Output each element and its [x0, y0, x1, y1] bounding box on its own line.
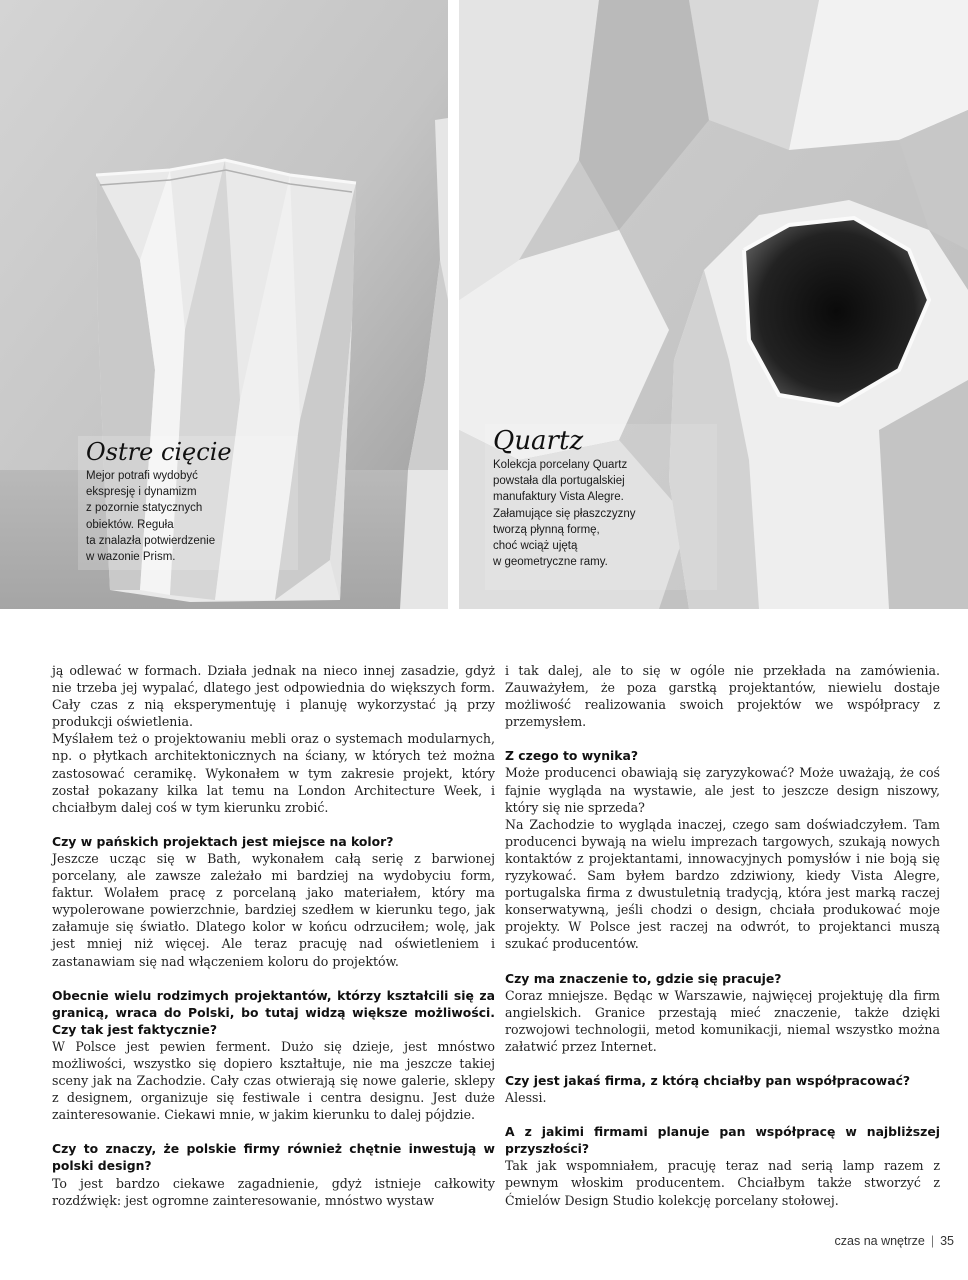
- interview-paragraph: Tak jak wspomniałem, pracuję teraz nad serią lamp razem z pewnym włoskim producentem. Chciałbym także stworzyć z Ćmielów Design Studio kolekcję porcelany stołowej.: [505, 1158, 940, 1208]
- article-column-left: [52, 662, 495, 1209]
- article-column-right: [505, 662, 940, 1209]
- interview-paragraph: Na Zachodzie to wygląda inaczej, czego sam doświadczyłem. Tam producenci bywają na wielu imprezach targowych, szukają nowych kontaktów z projektantami, innowacyjnych pomysłów i nie boją się ryzykować. Sam byłem bardzo zdziwiony, kiedy Vista Alegre, portugalska firma z dwustuletnią tradycją, która jest marką raczej konserwatywną, jeśli chodzi o design, chciała produkować moje projekty. W Polsce jest raczej na odwrót, to projektanci muszą szukać producentów.: [505, 816, 940, 952]
- caption-title: Quartz: [493, 426, 584, 456]
- interview-question: Czy to znaczy, że polskie firmy również chętnie inwestują w polski design?: [52, 1141, 495, 1174]
- caption-prism: [86, 439, 286, 565]
- interview-paragraph: Może producenci obawiają się zaryzykować? Może uważają, że coś fajnie wygląda na wystawie, ale jest to jeszcze design niszowy, który się nie sprzeda?: [505, 765, 940, 815]
- interview-paragraph: W Polsce jest pewien ferment. Dużo się dzieje, jest mnóstwo możliwości, wszystko się dopiero kształtuje, nie ma jeszcze takiej sceny jak na Zachodzie. Cały czas otwierają się nowe galerie, sklepy z designem, organizuje się festiwale i centra designu. Jest duże zainteresowanie. Ciekawi mnie, w jakim kierunku to dalej pójdzie.: [52, 1038, 495, 1123]
- interview-paragraph: Coraz mniejsze. Będąc w Warszawie, najwięcej projektuję dla firm angielskich. Granice przestają mieć znaczenie, także dzięki rozwojowi technologii, metod komunikacji, niemal wszystko można załatwić przez Internet.: [505, 987, 940, 1054]
- interview-question: Obecnie wielu rodzimych projektantów, którzy kształcili się za granicą, wraca do Polski, bo tutaj widzą większe możliwości. Czy tak jest faktycznie?: [52, 987, 495, 1037]
- interview-paragraph: Myślałem też o projektowaniu mebli oraz o systemach modularnych, np. o płytkach architektonicznych na ściany, w których też można zastosować ceramikę. Wykonałem w tym zakresie projekt, który został pokazany kilka lat temu na London Architecture Week, i chciałbym dalej coś w tym kierunku zrobić.: [52, 731, 495, 815]
- page-footer: [835, 1234, 954, 1248]
- caption-body: Mejor potrafi wydobyć ekspresję i dynamizm z pozornie statycznych obiektów. Reguła ta znalazła potwierdzenie w wazonie Prism.: [86, 470, 216, 564]
- page-number: 35: [940, 1234, 954, 1248]
- footer-separator: |: [930, 1234, 935, 1248]
- interview-paragraph: To jest bardzo ciekawe zagadnienie, gdyż istnieje całkowity rozdźwięk: jest ogromne zainteresowanie, mnóstwo wystaw: [52, 1175, 495, 1208]
- photo-quartz-vase: [459, 0, 968, 609]
- interview-paragraph: Alessi.: [505, 1090, 547, 1106]
- photo-prism-vase: [0, 0, 448, 609]
- caption-quartz: [493, 428, 713, 570]
- interview-question: A z jakimi firmami planuje pan współpracę w najbliższej przyszłości?: [505, 1124, 940, 1157]
- interview-question: Czy jest jakaś firma, z którą chciałby pan współpracować?: [505, 1072, 911, 1088]
- interview-question: Czy w pańskich projektach jest miejsce na kolor?: [52, 833, 394, 849]
- interview-paragraph: ją odlewać w formach. Działa jednak na nieco innej zasadzie, gdyż nie trzeba jej wypalać, dlatego jest odpowiednia do większych form. Cały czas z nią eksperymentuję i planuję wykorzystać ją przy produkcji oświetlenia.: [52, 663, 495, 730]
- magazine-name: czas na wnętrze: [834, 1234, 925, 1248]
- caption-body: Kolekcja porcelany Quartz powstała dla portugalskiej manufaktury Vista Alegre. Załamujące się płaszczyzny tworzą płynną formę, choć wciąż ujętą w geometryczne ramy.: [493, 459, 636, 569]
- caption-title: Ostre cięcie: [86, 438, 232, 466]
- interview-paragraph: Jeszcze ucząc się w Bath, wykonałem całą serię z barwionej porcelany, ale zawsze zależało mi bardziej na wydobyciu form, faktur. Wolałem pracę z porcelaną jako materiałem, który ma wypolerowane powierzchnie, bardziej szedłem w kierunku tego, jak załamuje się światło. Dlatego kolor w końcu odrzuciłem; wolę, jak jest mniej niż więcej. Ale teraz pracuję nad oświetleniem i zastanawiam się nad włączeniem koloru do projektów.: [52, 850, 495, 969]
- interview-question: Czy ma znaczenie to, gdzie się pracuje?: [505, 970, 782, 986]
- interview-paragraph: i tak dalej, ale to się w ogóle nie przekłada na zamówienia. Zauważyłem, że poza garstką projektantów, niewielu dostaje możliwość realizowania swoich projektów we współpracy z przemysłem.: [505, 663, 940, 730]
- interview-question: Z czego to wynika?: [505, 748, 639, 764]
